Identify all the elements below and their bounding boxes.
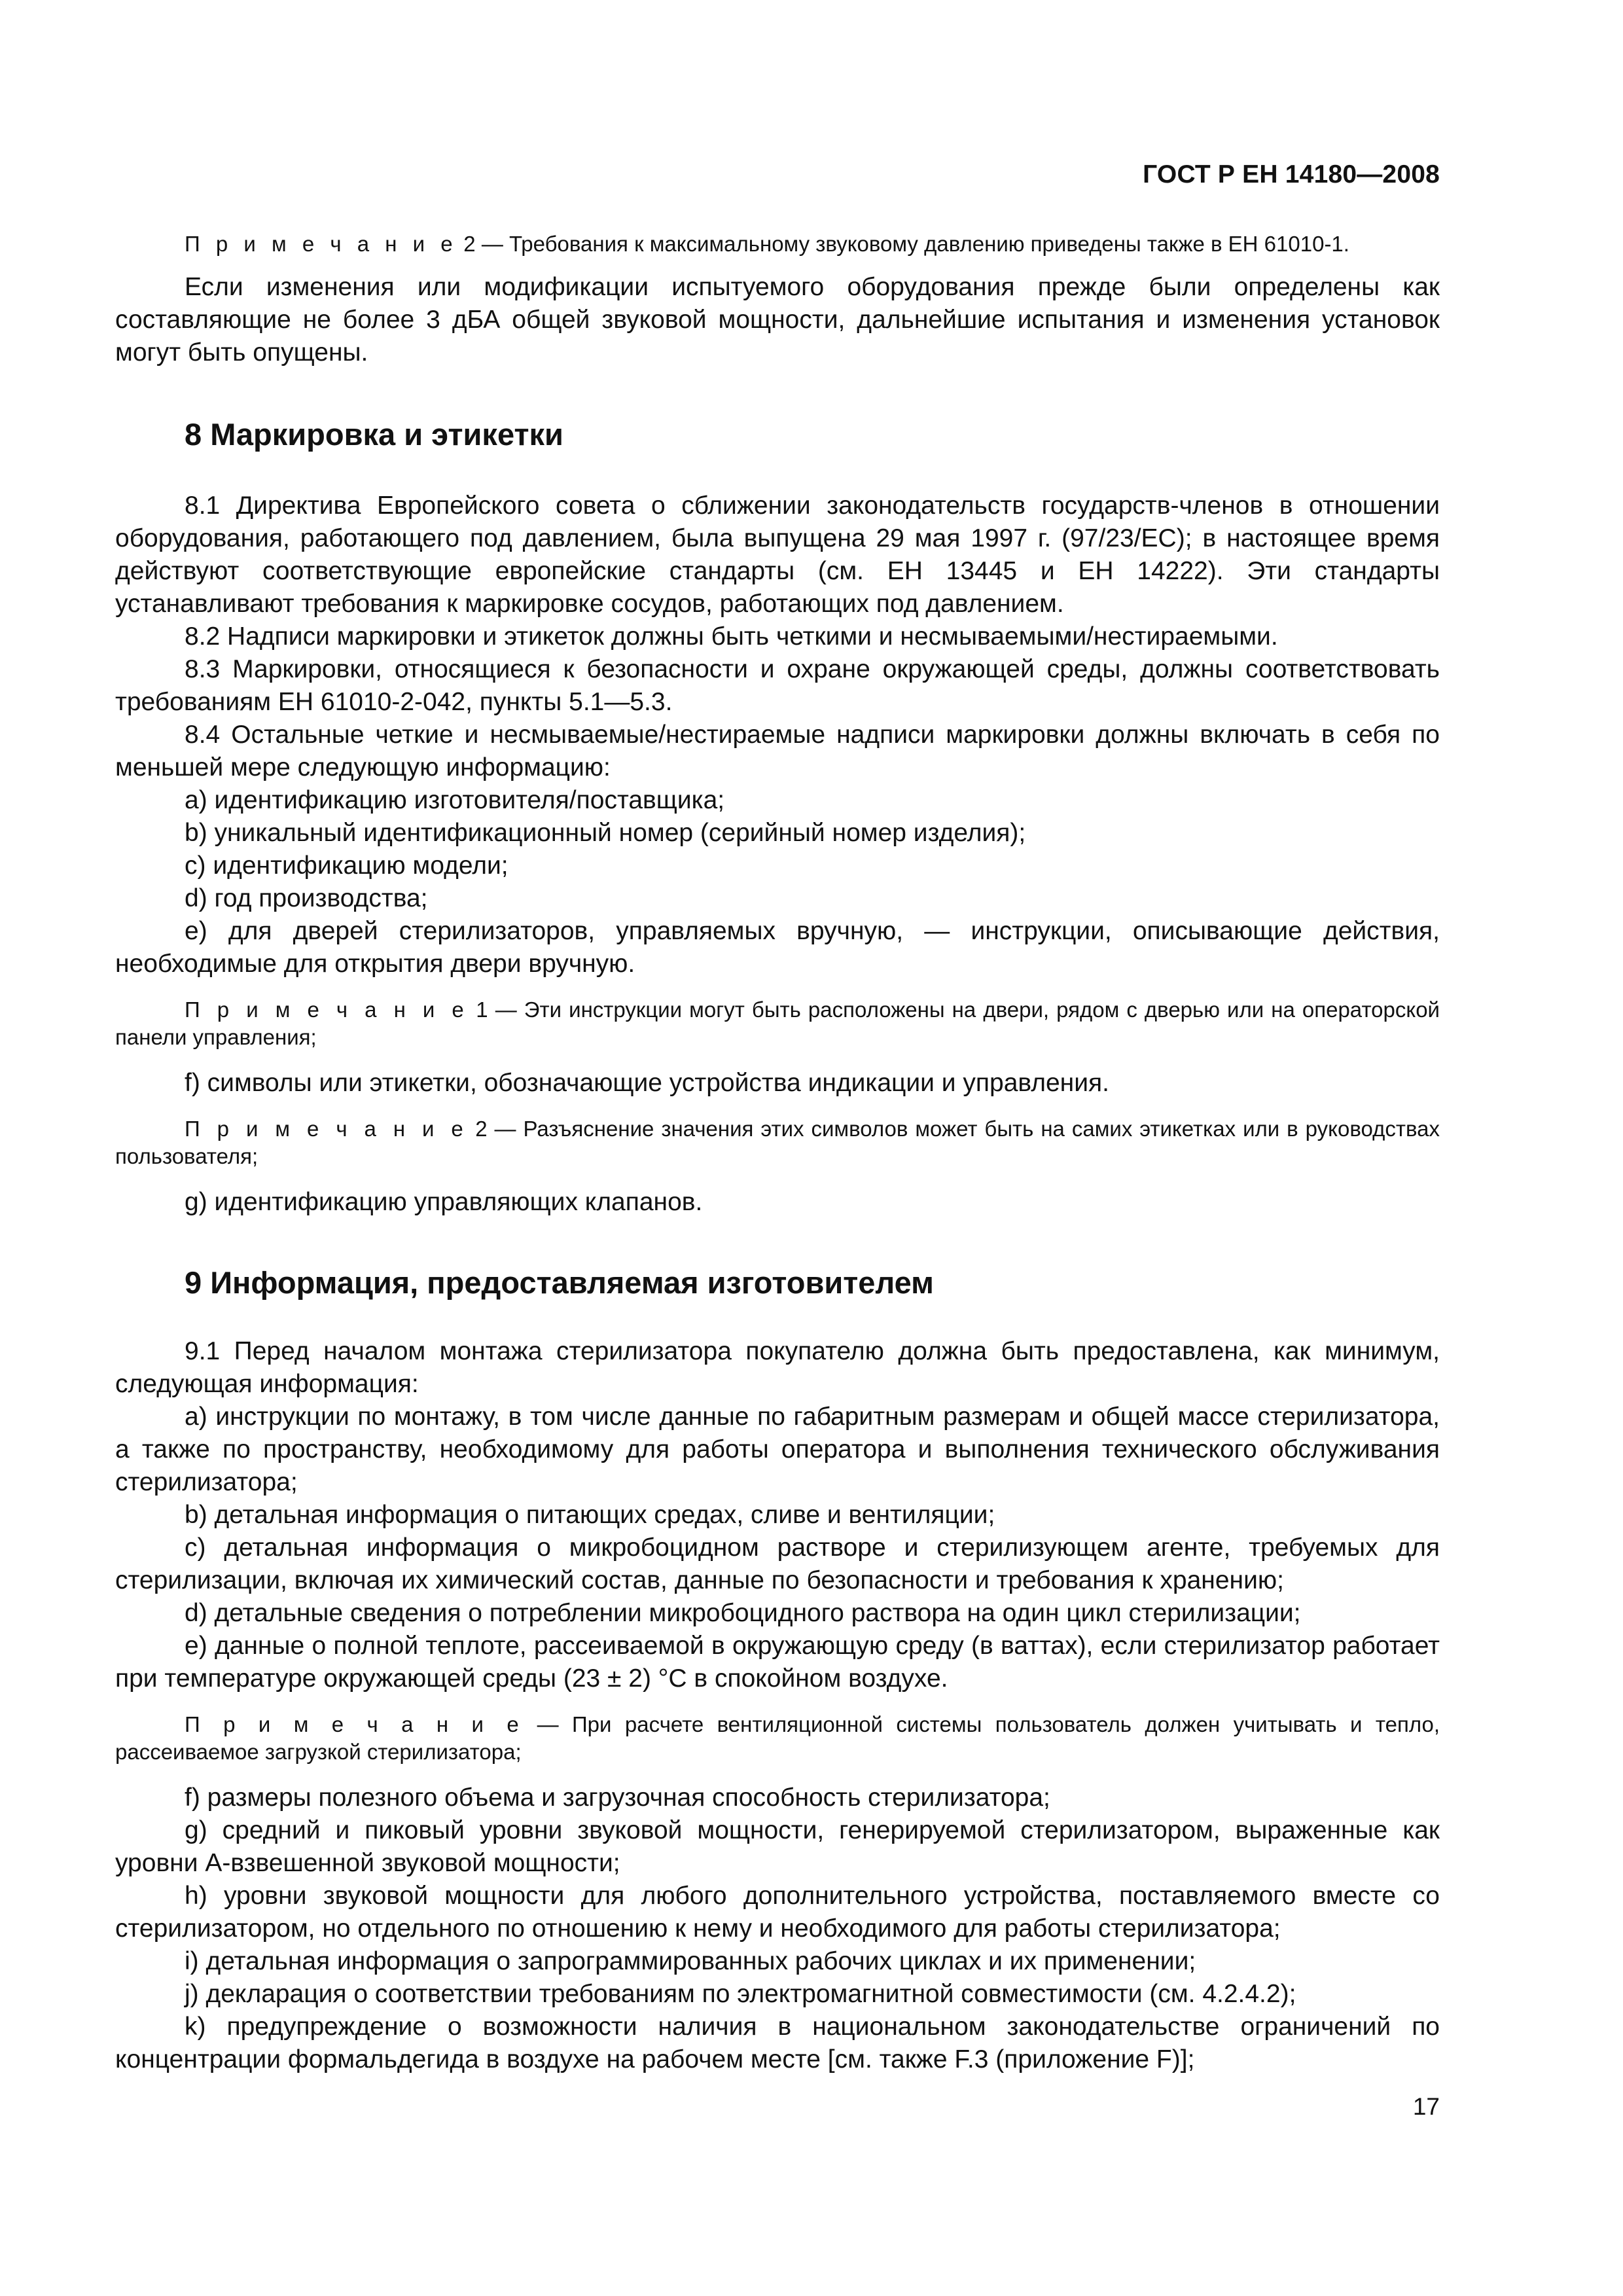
- list-item: a) инструкции по монтажу, в том числе данные по габаритным размерам и общей массе стерилизатора, а также по пространству, необходимому для работы оператора и выполнения технического обслуживания стерилизатора;: [115, 1403, 1440, 1496]
- paragraph: Если изменения или модификации испытуемого оборудования прежде были определены как составляющие не более 3 дБА общей звуковой мощности, дальнейшие испытания и изменения установок могут быть опущены.: [115, 273, 1440, 367]
- paragraph-8-2: 8.2 Надписи маркировки и этикеток должны быть четкими и несмываемыми/нестираемыми.: [185, 622, 1278, 651]
- list-item: g) средний и пиковый уровни звуковой мощности, генерируемой стерилизатором, выраженные как уровни А-взвешенной звуковой мощности;: [115, 1816, 1440, 1877]
- list-item: b) уникальный идентификационный номер (серийный номер изделия);: [185, 819, 1026, 847]
- list-item: a) идентификацию изготовителя/поставщика;: [185, 786, 725, 814]
- note-2-paragraph: [115, 1115, 1440, 1170]
- section-8-body: [115, 490, 1440, 1219]
- note-label: П р и м е ч а н и е: [185, 997, 469, 1022]
- list-item: f) символы или этикетки, обозначающие устройства индикации и управления.: [185, 1069, 1109, 1097]
- section-8-heading: 8 Маркировка и этикетки: [185, 417, 563, 452]
- section-9-body: [115, 1335, 1440, 2076]
- note-text: 2 — Требования к максимальному звуковому давлению приведены также в ЕН 61010-1.: [457, 232, 1349, 256]
- list-item: c) идентификацию модели;: [185, 852, 508, 880]
- list-item: e) для дверей стерилизаторов, управляемых вручную, — инструкции, описывающие действия, необходимые для открытия двери вручную.: [115, 917, 1440, 978]
- list-item: e) данные о полной теплоте, рассеиваемой в окружающую среду (в ваттах), если стерилизатор работает при температуре окружающей среды (23 ± 2) °С в спокойном воздухе.: [115, 1632, 1440, 1693]
- paragraph-9-1: 9.1 Перед началом монтажа стерилизатора покупателю должна быть предоставлена, как минимум, следующая информация:: [115, 1337, 1440, 1398]
- document-id-header: ГОСТ Р ЕН 14180—2008: [1143, 160, 1440, 188]
- paragraph-8-3: 8.3 Маркировки, относящиеся к безопасности и охране окружающей среды, должны соответствовать требованиям ЕН 61010-2-042, пункты 5.1—5.3.: [115, 655, 1440, 716]
- top-block: [115, 230, 1440, 369]
- page-number: 17: [1412, 2093, 1440, 2120]
- list-item: k) предупреждение о возможности наличия в национальном законодательстве ограничений по концентрации формальдегида в воздухе на рабочем месте [см. также F.3 (приложение F)];: [115, 2013, 1440, 2073]
- note-1-paragraph: [115, 996, 1440, 1051]
- note-label: П р и м е ч а н и е: [185, 232, 458, 256]
- list-item: j) декларация о соответствии требованиям по электромагнитной совместимости (см. 4.2.4.2);: [185, 1980, 1296, 2008]
- paragraph-8-1: 8.1 Директива Европейского совета о сближении законодательств государств-членов в отношении оборудования, работающего под давлением, была выпущена 29 мая 1997 г. (97/23/ЕС); в настоящее время действуют соответствующие европейские стандарты (см. ЕН 13445 и ЕН 14222). Эти стандарты устанавливают требования к маркировке сосудов, работающих под давлением.: [115, 492, 1440, 618]
- note-paragraph: [115, 1711, 1440, 1766]
- list-item: i) детальная информация о запрограммированных рабочих циклах и их применении;: [185, 1947, 1196, 1975]
- list-item: d) год производства;: [185, 884, 428, 912]
- note-2-paragraph: [115, 230, 1440, 258]
- list-item: b) детальная информация о питающих средах, сливе и вентиляции;: [185, 1501, 995, 1529]
- list-item: g) идентификацию управляющих клапанов.: [185, 1188, 703, 1216]
- note-text: 2 — Разъяснение значения этих символов может быть на самих этикетках или в руководствах пользователя;: [115, 1117, 1440, 1168]
- paragraph-8-4: 8.4 Остальные четкие и несмываемые/нестираемые надписи маркировки должны включать в себя по меньшей мере следующую информацию:: [115, 721, 1440, 781]
- list-item: d) детальные сведения о потреблении микробоцидного раствора на один цикл стерилизации;: [185, 1599, 1301, 1627]
- list-item: h) уровни звуковой мощности для любого дополнительного устройства, поставляемого вместе со стерилизатором, но отдельного по отношению к нему и необходимого для работы стерилизатора;: [115, 1882, 1440, 1943]
- list-item: f) размеры полезного объема и загрузочная способность стерилизатора;: [185, 1784, 1050, 1812]
- list-item: c) детальная информация о микробоцидном растворе и стерилизующем агенте, требуемых для стерилизации, включая их химический состав, данные по безопасности и требования к хранению;: [115, 1534, 1440, 1594]
- section-9-heading: 9 Информация, предоставляемая изготовителем: [185, 1265, 934, 1300]
- note-text: 1 — Эти инструкции могут быть расположены на двери, рядом с дверью или на операторской панели управления;: [115, 997, 1440, 1049]
- note-label: П р и м е ч а н и е: [185, 1712, 524, 1736]
- note-text: — При расчете вентиляционной системы пользователь должен учитывать и тепло, рассеиваемое загрузкой стерилизатора;: [115, 1712, 1440, 1764]
- note-label: П р и м е ч а н и е: [185, 1117, 469, 1141]
